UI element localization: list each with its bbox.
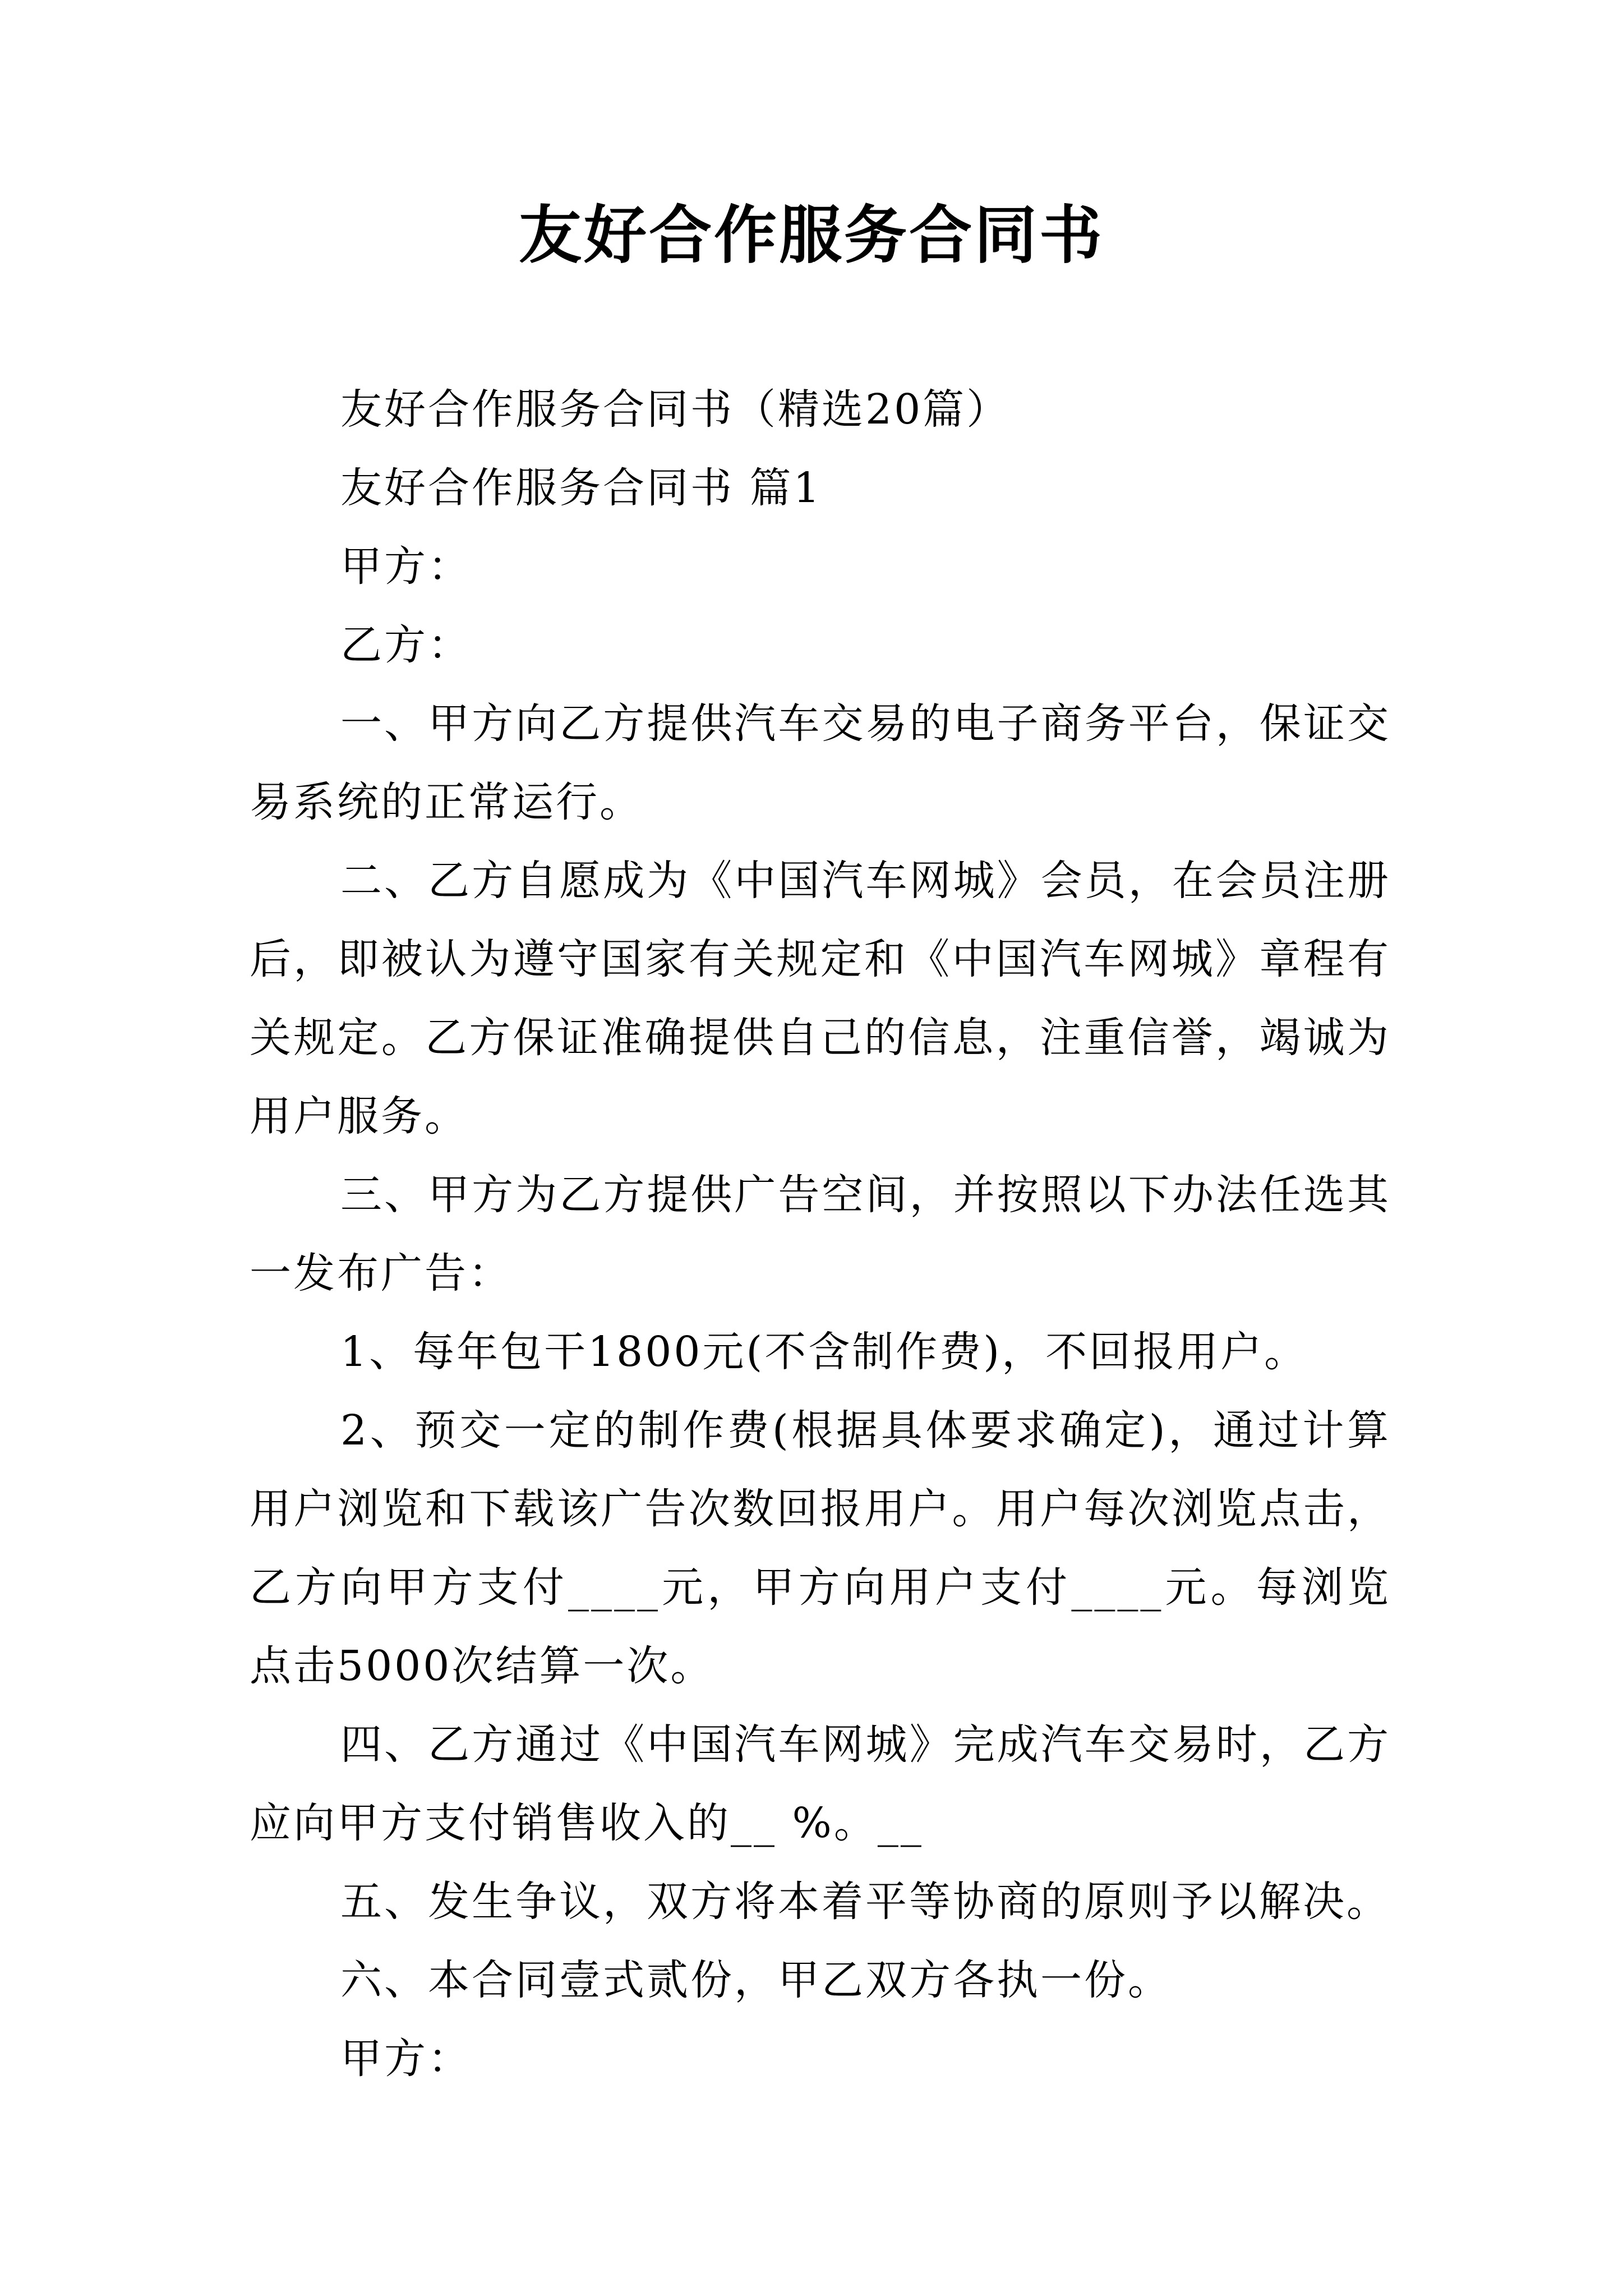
clause-4: 四、乙方通过《中国汽车网城》完成汽车交易时，乙方应向甲方支付销售收入的__ %。__	[250, 1720, 1391, 1847]
clause-6: 六、本合同壹式贰份，甲乙双方各执一份。	[340, 1956, 1172, 2004]
party-b-label: 乙方：	[340, 621, 472, 669]
subtitle: 友好合作服务合同书（精选20篇）	[340, 385, 1011, 434]
document-title: 友好合作服务合同书	[519, 199, 1104, 272]
document-body	[250, 370, 1391, 2098]
clause-3: 三、甲方为乙方提供广告空间，并按照以下办法任选其一发布广告：	[250, 1171, 1391, 1297]
clause-3-option-2: 2、预交一定的制作费(根据具体要求确定)，通过计算用户浏览和下载该广告次数回报用户。用户每次浏览点击，乙方向甲方支付____元，甲方向用户支付____元。每浏览点击5000次结算一次。	[250, 1406, 1391, 1690]
clause-1: 一、甲方向乙方提供汽车交易的电子商务平台，保证交易系统的正常运行。	[250, 700, 1391, 826]
signature-party-a: 甲方：	[340, 2035, 472, 2083]
clause-5: 五、发生争议，双方将本着平等协商的原则予以解决。	[340, 1878, 1390, 1926]
clause-2: 二、乙方自愿成为《中国汽车网城》会员，在会员注册后，即被认为遵守国家有关规定和《中国汽车网城》章程有关规定。乙方保证准确提供自己的信息，注重信誉，竭诚为用户服务。	[250, 857, 1391, 1140]
clause-3-option-1: 1、每年包干1800元(不含制作费)，不回报用户。	[340, 1328, 1308, 1376]
section-heading: 友好合作服务合同书 篇1	[340, 464, 822, 512]
party-a-label: 甲方：	[340, 542, 472, 591]
